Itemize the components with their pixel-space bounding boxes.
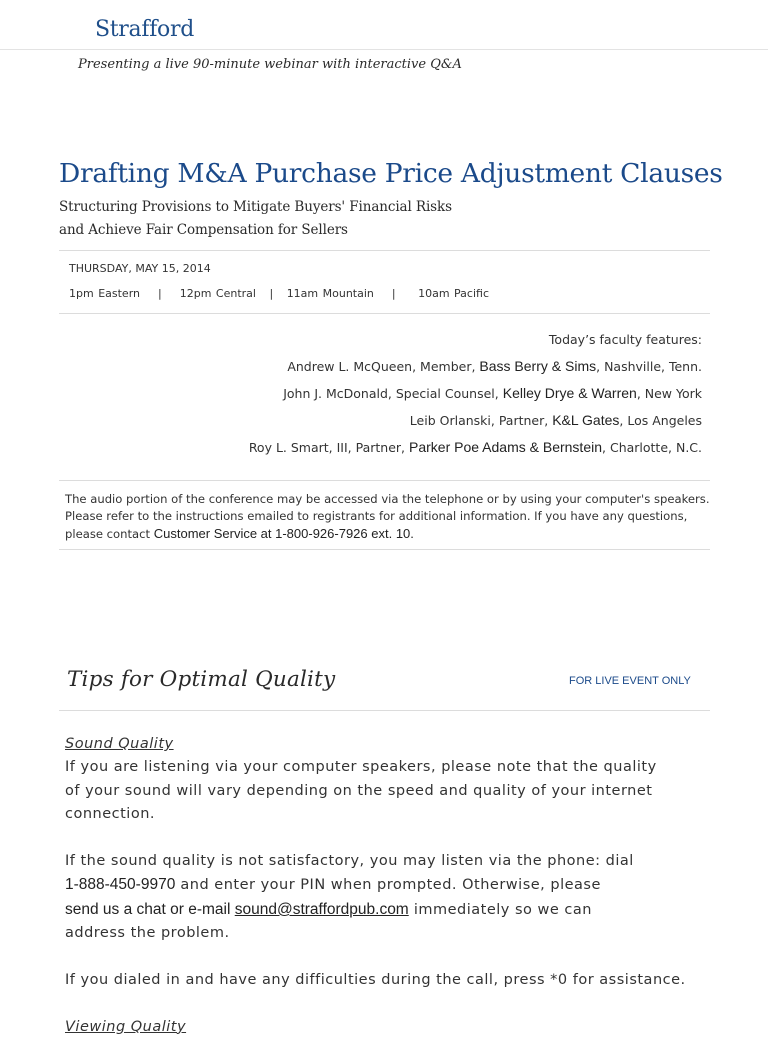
divider <box>59 480 710 481</box>
tagline: Presenting a live 90-minute webinar with interactive Q&A <box>78 57 462 72</box>
time-separator: | <box>391 287 396 300</box>
immediately-text: immediately so we can <box>408 901 592 918</box>
faculty-location: , Nashville, Tenn. <box>596 359 702 374</box>
faculty-member <box>249 353 702 380</box>
sound-paragraph-line: address the problem. <box>65 925 230 942</box>
sound-paragraph-line: If the sound quality is not satisfactory, you may listen via the phone: dial <box>65 853 634 870</box>
paragraph-gap <box>65 827 705 850</box>
subtitle-line-1: Structuring Provisions to Mitigate Buyers' Financial Risks <box>59 199 452 215</box>
tips-body <box>65 733 705 1039</box>
sound-quality-heading: Sound Quality <box>65 736 174 752</box>
time-central: 12pm Central <box>179 287 256 300</box>
event-times <box>69 287 489 300</box>
sound-email-link[interactable]: sound@straffordpub.com <box>234 900 409 918</box>
divider <box>59 549 710 550</box>
faculty-name: John J. McDonald, Special Counsel, <box>283 386 503 401</box>
header-divider <box>0 49 768 50</box>
sound-paragraph-line <box>65 898 705 922</box>
faculty-name: Leib Orlanski, Partner, <box>409 413 553 428</box>
faculty-firm: Kelley Drye & Warren <box>502 385 637 401</box>
faculty-heading: Today’s faculty features: <box>548 332 702 347</box>
time-separator: | <box>158 287 162 300</box>
sound-paragraph-line: of your sound will vary depending on the speed and quality of your internet <box>65 782 653 799</box>
faculty-member <box>249 407 702 434</box>
divider <box>59 313 710 314</box>
chat-email-text: send us a chat or e-mail <box>65 900 235 918</box>
sound-paragraph-line: connection. <box>65 806 156 823</box>
live-event-only-label: FOR LIVE EVENT ONLY <box>569 675 691 687</box>
faculty-name: Roy L. Smart, III, Partner, <box>248 440 410 455</box>
strafford-logo: Strafford <box>95 17 194 42</box>
faculty-member <box>249 434 702 461</box>
faculty-firm: Parker Poe Adams & Bernstein <box>409 439 603 455</box>
sound-paragraph-line: If you dialed in and have any difficulties during the call, press *0 for assistance. <box>65 972 686 989</box>
sound-paragraph-line: If you are listening via your computer speakers, please note that the quality <box>65 759 657 776</box>
customer-service-contact: Customer Service at 1-800-926-7926 ext. 10. <box>153 526 414 541</box>
dial-in-number: 1-888-450-9970 <box>65 876 176 894</box>
divider <box>59 250 710 251</box>
audio-notice <box>65 491 715 543</box>
faculty-location: , Los Angeles <box>619 413 702 428</box>
webinar-title: Drafting M&A Purchase Price Adjustment Clauses <box>59 158 723 189</box>
paragraph-gap <box>65 992 705 1015</box>
faculty-firm: K&L Gates <box>552 412 620 428</box>
faculty-location: , New York <box>636 386 702 401</box>
paragraph-gap <box>65 946 705 969</box>
faculty-location: , Charlotte, N.C. <box>602 440 702 455</box>
time-eastern: 1pm Eastern <box>69 287 140 300</box>
tips-title: Tips for Optimal Quality <box>67 667 336 692</box>
faculty-list <box>249 326 702 461</box>
time-mountain: 11am Mountain <box>286 287 374 300</box>
faculty-name: Andrew L. McQueen, Member, <box>287 359 480 374</box>
viewing-quality-heading: Viewing Quality <box>65 1018 187 1035</box>
subtitle-line-2: and Achieve Fair Compensation for Sellers <box>59 222 348 238</box>
event-date: THURSDAY, MAY 15, 2014 <box>69 262 211 275</box>
time-separator: | <box>269 287 274 300</box>
notice-text: The audio portion of the conference may be accessed via the telephone or by using your computer's speakers. Please refer to the instructions emailed to registrants for additional information. If you have any questions, please contact <box>65 492 710 541</box>
pin-instruction: and enter your PIN when prompted. Otherwise, please <box>175 877 601 894</box>
divider <box>59 710 710 711</box>
faculty-firm: Bass Berry & Sims <box>479 358 597 374</box>
webinar-subtitle <box>59 196 452 242</box>
sound-paragraph-line <box>65 873 705 897</box>
faculty-member <box>249 380 702 407</box>
time-pacific: 10am Pacific <box>418 287 490 300</box>
